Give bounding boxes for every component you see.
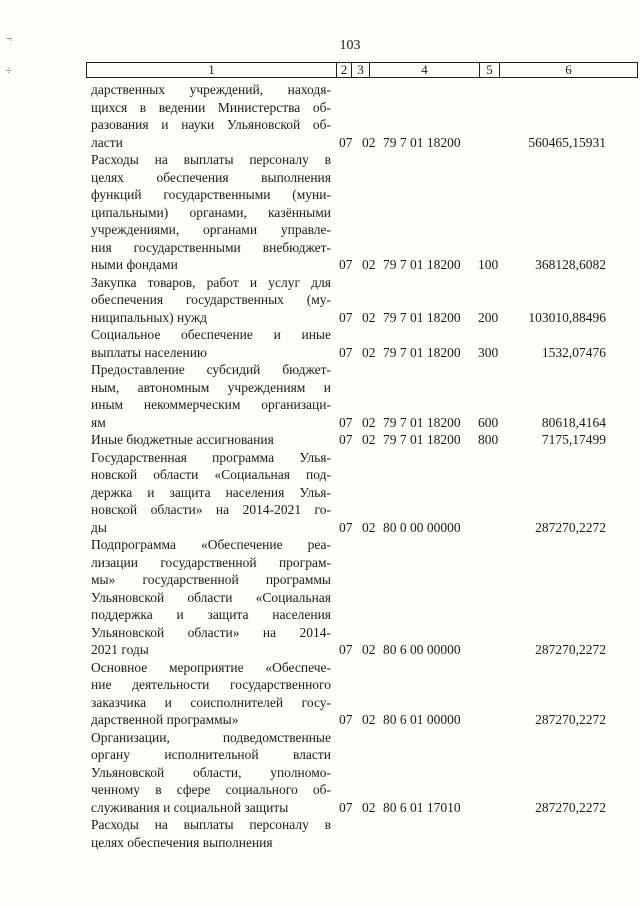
section-code: 07	[339, 799, 353, 815]
description-line: новской области» на 2014-2021 го-	[91, 502, 331, 517]
description-line: целях обеспечения выполнения	[91, 169, 331, 185]
description-line: разования и науки Ульяновской об-	[91, 117, 331, 132]
target-article-code: 80 6 01 17010	[383, 799, 461, 815]
expense-type-code: 200	[478, 309, 499, 325]
amount-value: 287270,2272	[535, 799, 606, 815]
row-description	[91, 81, 331, 151]
subsection-code: 02	[362, 344, 376, 360]
row-description	[91, 729, 331, 817]
header-col-5: 5	[479, 62, 500, 78]
description-line: иным некоммерческим организаци-	[91, 397, 331, 412]
description-line: ченному в сфере социального об-	[91, 782, 331, 797]
subsection-code: 02	[362, 519, 376, 535]
margin-mark: ¬	[6, 34, 12, 45]
page-number: 103	[339, 38, 361, 53]
description-line: ным, автономным учреждениям и	[91, 379, 331, 395]
description-line: целях обеспечения выполнения	[91, 834, 273, 850]
description-line: ния государственными внебюджет-	[91, 239, 331, 255]
section-code: 07	[339, 134, 353, 150]
description-line: новской области «Социальная под-	[91, 467, 331, 482]
expense-type-code: 300	[478, 344, 499, 360]
target-article-code: 80 0 00 00000	[383, 519, 461, 535]
target-article-code: 79 7 01 18200	[383, 414, 461, 430]
amount-value: 287270,2272	[535, 642, 606, 657]
section-code: 07	[339, 432, 353, 447]
description-line: заказчика и соисполнителей госу-	[91, 694, 331, 710]
description-line: Закупка товаров, работ и услуг для	[91, 274, 331, 290]
description-line: Иные бюджетные ассигнования	[91, 432, 274, 447]
description-line: щихся в ведении Министерства об-	[91, 99, 331, 115]
description-line: мы» государственной программы	[91, 572, 331, 587]
target-article-code: 79 7 01 18200	[383, 257, 461, 272]
description-line: Ульяновской области, уполномо-	[91, 764, 331, 780]
description-line: дарственной программы»	[91, 712, 239, 727]
row-description	[91, 326, 331, 361]
description-line: Расходы на выплаты персоналу в	[91, 817, 331, 832]
description-line: дарственных учреждений, находя-	[91, 82, 331, 97]
description-line: Организации, подведомственные	[91, 729, 331, 745]
header-col-4: 4	[369, 62, 480, 78]
subsection-code: 02	[362, 432, 376, 447]
subsection-code: 02	[362, 309, 376, 325]
row-description	[91, 431, 331, 449]
description-line: ласти	[91, 134, 123, 150]
row-description	[91, 816, 331, 851]
subsection-code: 02	[362, 799, 376, 815]
expense-type-code: 100	[478, 257, 499, 272]
description-line: ям	[91, 414, 106, 430]
row-description	[91, 536, 331, 659]
expense-type-code: 800	[478, 432, 499, 447]
amount-value: 103010,88496	[528, 309, 606, 325]
description-line: Расходы на выплаты персоналу в	[91, 152, 331, 167]
section-code: 07	[339, 642, 353, 657]
amount-value: 7175,17499	[541, 432, 606, 447]
description-line: Ульяновской области «Социальная	[91, 589, 331, 605]
description-line: функций государственными (муни-	[91, 187, 331, 202]
description-line: Предоставление субсидий бюджет-	[91, 362, 331, 377]
row-description	[91, 659, 331, 729]
subsection-code: 02	[362, 257, 376, 272]
description-line: поддержка и защита населения	[91, 607, 331, 622]
target-article-code: 80 6 01 00000	[383, 712, 461, 727]
section-code: 07	[339, 712, 353, 727]
subsection-code: 02	[362, 134, 376, 150]
target-article-code: 79 7 01 18200	[383, 432, 461, 447]
subsection-code: 02	[362, 414, 376, 430]
section-code: 07	[339, 309, 353, 325]
amount-value: 287270,2272	[535, 519, 606, 535]
subsection-code: 02	[362, 642, 376, 657]
header-col-2: 2	[336, 62, 352, 78]
header-col-6: 6	[499, 62, 638, 78]
description-line: Государственная программа Улья-	[91, 449, 331, 465]
amount-value: 560465,15931	[528, 134, 606, 150]
description-line: Основное мероприятие «Обеспече-	[91, 659, 331, 675]
margin-mark: ÷	[6, 66, 12, 77]
amount-value: 287270,2272	[535, 712, 606, 727]
section-code: 07	[339, 414, 353, 430]
row-description	[91, 361, 331, 431]
section-code: 07	[339, 519, 353, 535]
amount-value: 1532,07476	[541, 344, 606, 360]
section-code: 07	[339, 344, 353, 360]
amount-value: 368128,6082	[535, 257, 606, 272]
description-line: Ульяновской области» на 2014-	[91, 624, 331, 640]
target-article-code: 79 7 01 18200	[383, 134, 461, 150]
description-line: ниципальных) нужд	[91, 309, 208, 325]
subsection-code: 02	[362, 712, 376, 727]
description-line: органу исполнительной власти	[91, 747, 331, 762]
description-line: Подпрограмма «Обеспечение реа-	[91, 537, 331, 552]
row-description	[91, 274, 331, 327]
description-line: ными фондами	[91, 257, 178, 272]
description-line: Социальное обеспечение и иные	[91, 327, 331, 342]
description-line: служивания и социальной защиты	[91, 799, 289, 815]
description-line: обеспечения государственных (му-	[91, 292, 331, 307]
header-col-1: 1	[86, 62, 337, 78]
target-article-code: 80 6 00 00000	[383, 642, 461, 657]
target-article-code: 79 7 01 18200	[383, 309, 461, 325]
header-col-3: 3	[351, 62, 370, 78]
row-description	[91, 151, 331, 274]
amount-value: 80618,4164	[541, 414, 606, 430]
description-line: выплаты населению	[91, 344, 208, 360]
description-line: 2021 годы	[91, 642, 149, 657]
section-code: 07	[339, 257, 353, 272]
expense-type-code: 600	[478, 414, 499, 430]
target-article-code: 79 7 01 18200	[383, 344, 461, 360]
description-line: ние деятельности государственного	[91, 677, 331, 692]
description-line: ды	[91, 519, 107, 535]
description-line: учреждениями, органами управле-	[91, 222, 331, 237]
description-line: ципальными) органами, казёнными	[91, 204, 331, 220]
row-description	[91, 449, 331, 537]
description-line: держка и защита населения Улья-	[91, 484, 331, 500]
description-line: лизации государственной програм-	[91, 554, 331, 570]
